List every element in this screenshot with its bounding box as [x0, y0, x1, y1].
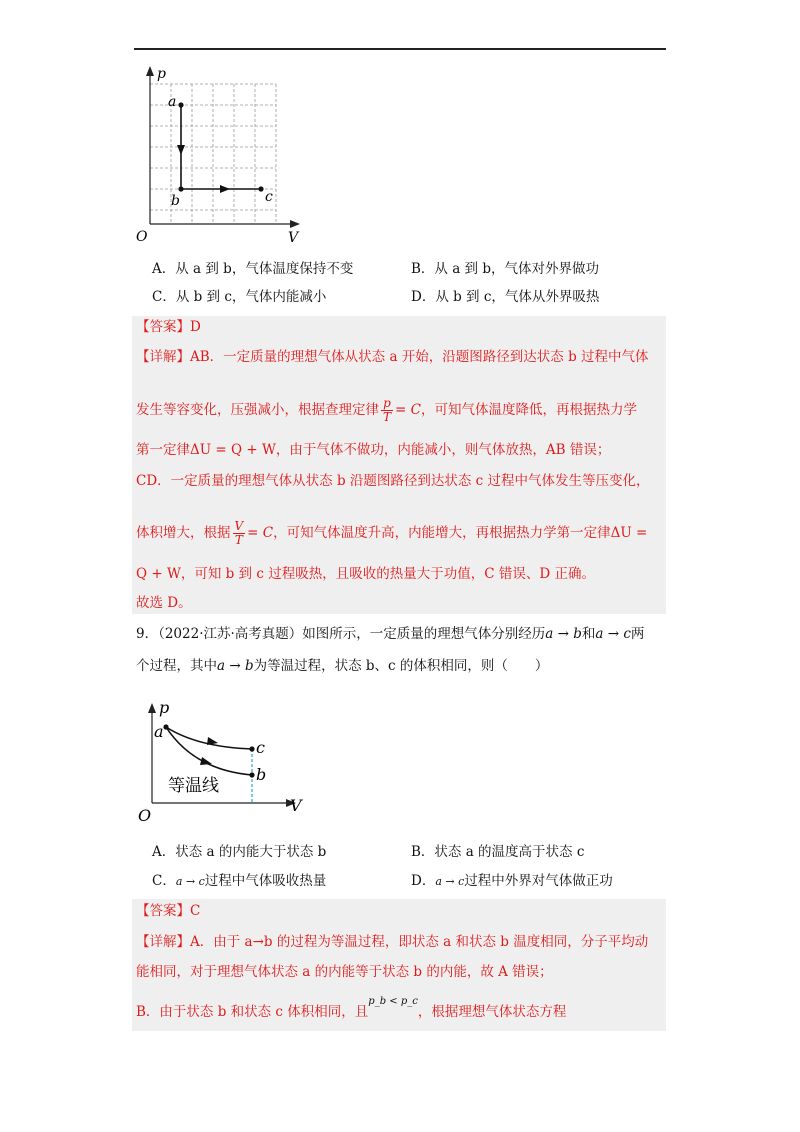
p-axis-arrow [146, 66, 154, 76]
q9-option-a[interactable]: A．状态 a 的内能大于状态 b [152, 844, 327, 860]
q9-option-c-post: 过程中气体吸收热量 [204, 873, 327, 889]
q9-expl-line-3 [136, 996, 567, 1024]
arrow-down [177, 145, 185, 155]
q9-expl-line-2: 能相同，对于理想气体状态 a 的内能等于状态 b 的内能，故 A 错误； [136, 964, 553, 980]
q9-option-d-pre: D． [411, 873, 436, 889]
label-V: V [288, 230, 299, 246]
charles-law-fraction: $\frac{p}{T}$ [383, 396, 392, 424]
q8-expl-line-6: Q + W，可知 b 到 c 过程吸热，且吸收的热量大于功值，C 错误、D 正确。 [136, 566, 595, 582]
arrow-ac [207, 737, 218, 745]
q9-stem-2b: 为等温过程，状态 b、c 的体积相同，则（ ） [253, 658, 549, 674]
q8-expl-line-5-b: ，可知气体温度升高，内能增大，再根据热力学第一定律ΔU = [273, 525, 648, 541]
label-b: b [171, 193, 180, 209]
point-a-2 [163, 724, 168, 729]
pv-diagram-1 [130, 62, 310, 247]
q8-expl-line-5-eq: = C [247, 525, 274, 541]
v-axis-arrow [290, 220, 300, 228]
label-a-2: a [154, 722, 164, 741]
q8-expl-line-2-a: 发生等容变化，压强减小，根据查理定律 [136, 402, 379, 418]
q8-expl-line-5-a: 体积增大，根据 [136, 525, 231, 541]
q8-expl-line-3: 第一定律ΔU = Q + W，由于气体不做功，内能减小，则气体放热，AB 错误； [136, 442, 611, 458]
q9-option-d[interactable] [411, 871, 613, 892]
q8-option-a[interactable]: A．从 a 到 b，气体温度保持不变 [152, 261, 354, 277]
q9-option-c[interactable] [152, 871, 326, 892]
point-c-2 [249, 746, 254, 751]
point-a [178, 102, 183, 107]
q9-option-d-post: 过程中外界对气体做正功 [464, 873, 613, 889]
label-O-2: O [138, 806, 152, 825]
top-rule [134, 48, 666, 50]
q9-arrow-ab-2: a → b [217, 658, 254, 674]
q9-option-c-arrow: a → c [175, 875, 205, 888]
pressure-inequality: p_b < p_c [368, 996, 418, 1007]
q8-expl-line-7: 故选 D。 [136, 595, 192, 611]
point-b-2 [249, 772, 254, 777]
q8-option-b[interactable]: B．从 a 到 b，气体对外界做功 [411, 261, 599, 277]
label-p: p [157, 66, 166, 82]
q8-expl-line-2-eq: = C [395, 402, 421, 418]
q8-expl-line-1: 【详解】AB．一定质量的理想气体从状态 a 开始，沿题图路径到达状态 b 过程中气体 [136, 349, 649, 365]
p-axis-arrow-2 [148, 703, 156, 713]
q9-expl-line-3-a: B．由于状态 b 和状态 c 体积相同，且 [136, 1004, 369, 1020]
point-b [178, 186, 183, 191]
q9-stem-1a: 9．（2022·江苏·高考真题）如图所示，一定质量的理想气体分别经历 [136, 626, 546, 642]
q9-stem-line-1 [136, 624, 644, 644]
q8-expl-line-4: CD．一定质量的理想气体从状态 b 沿题图路径到达状态 c 过程中气体发生等压变化， [136, 473, 650, 489]
label-a: a [168, 94, 177, 110]
q9-expl-line-3-b: ，根据理想气体状态方程 [417, 1004, 567, 1020]
q8-expl-line-2 [136, 393, 637, 427]
q9-stem-line-2 [136, 656, 548, 676]
q8-option-c[interactable]: C．从 b 到 c，气体内能减小 [152, 289, 327, 305]
arrow-right [220, 185, 230, 193]
q9-answer: 【答案】C [136, 903, 201, 919]
q9-option-b[interactable]: B．状态 a 的温度高于状态 c [411, 844, 585, 860]
q9-arrow-ac: a → c [595, 626, 631, 642]
label-c: c [265, 189, 273, 205]
label-O: O [136, 229, 148, 245]
q9-stem-2a: 个过程，其中 [136, 658, 217, 674]
label-b-2: b [256, 765, 267, 784]
q9-expl-line-1: 【详解】A．由于 a→b 的过程为等温过程，即状态 a 和状态 b 温度相同，分子平均动 [136, 934, 649, 950]
q8-expl-line-2-b: ，可知气体温度降低，再根据热力学 [420, 402, 637, 418]
arrow-ab [200, 757, 212, 765]
pv-diagram-2 [132, 695, 322, 825]
q8-option-d[interactable]: D．从 b 到 c，气体从外界吸热 [411, 289, 600, 305]
q8-answer: 【答案】D [136, 319, 201, 335]
isotherm-label: 等温线 [168, 776, 219, 796]
q9-stem-and: 和 [581, 626, 596, 642]
gay-lussac-fraction: $\frac{V}{T}$ [234, 519, 244, 547]
q9-option-d-arrow: a → c [435, 875, 465, 888]
label-V-2: V [290, 796, 302, 815]
q8-expl-line-5 [136, 516, 647, 550]
point-c [258, 186, 263, 191]
q9-arrow-ab: a → b [545, 626, 582, 642]
q9-option-c-pre: C． [152, 873, 176, 889]
label-c-2: c [256, 738, 265, 757]
q9-stem-1b: 两 [630, 626, 645, 642]
label-p-2: p [159, 698, 170, 717]
